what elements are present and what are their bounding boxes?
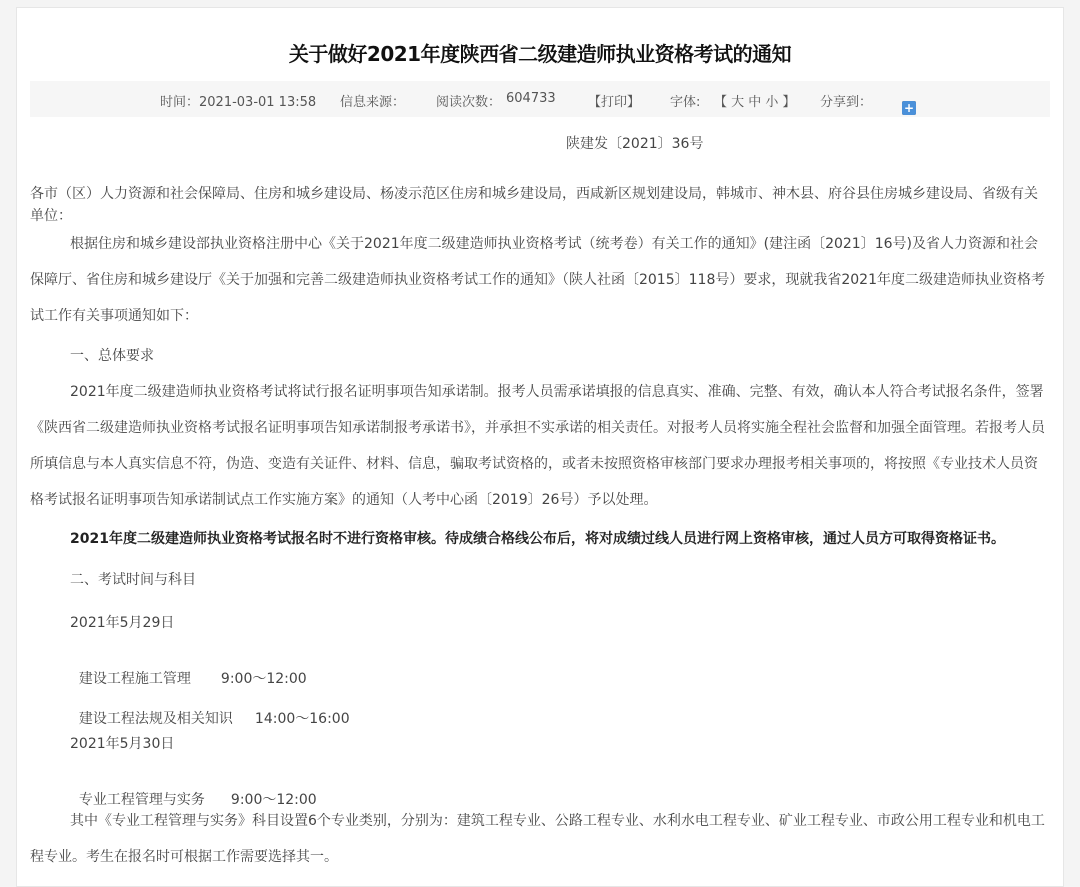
section-1-heading: 一、总体要求 xyxy=(70,348,154,364)
info-source: 信息来源： xyxy=(340,95,406,110)
views-count: 604733 xyxy=(506,91,556,106)
subject-name: 专业工程管理与实务 xyxy=(78,792,205,808)
subject-time: 9:00～12:00 xyxy=(230,792,317,808)
font-size-label: 字体: xyxy=(670,95,701,110)
publish-time: 时间：2021-03-01 13:58 xyxy=(160,95,317,110)
subject-time: 9:00～12:00 xyxy=(220,671,307,687)
exam-date-1: 2021年5月29日 xyxy=(70,615,175,631)
subject-time: 14:00～16:00 xyxy=(254,711,350,727)
views-label: 阅读次数： xyxy=(436,95,502,110)
subject-name: 建设工程法规及相关知识 xyxy=(78,711,233,727)
addressee: 各市（区）人力资源和社会保障局、住房和城乡建设局、杨凌示范区住房和城乡建设局，西咸新区规划建设局，韩城市、神木县、府谷县住房城乡建设局、省级有关单位： xyxy=(30,186,1038,224)
document-number: 陕建发〔2021〕36号 xyxy=(566,136,704,152)
more-share-icon[interactable]: + xyxy=(903,101,915,115)
article-meta-bar xyxy=(30,81,1050,117)
exam-subject-1 xyxy=(70,652,307,688)
section-1-bold-notice: 2021年度二级建造师执业资格考试报名时不进行资格审核。待成绩合格线公布后，将对成绩过线人员进行网上资格审核，通过人员方可取得资格证书。 xyxy=(70,531,1005,547)
subject-name: 建设工程施工管理 xyxy=(78,671,191,687)
exam-date-2: 2021年5月30日 xyxy=(70,736,175,752)
exam-subject-2 xyxy=(70,692,350,728)
section-1-body: 2021年度二级建造师执业资格考试将试行报名证明事项告知承诺制。报考人员需承诺填报的信息真实、准确、完整、有效，确认本人符合考试报名条件，签署《陕西省二级建造师执业资格考试报名证明事项告知承诺制报考承诺书》，并承担不实承诺的相关责任。对报考人员将实施全程社会监督和加强全面管理。若报考人员所填信息与本人真实信息不符，伪造、变造有关证件、材料、信息，骗取考试资格的，或者未按照资格审核部门要求办理报考相关事项的，将按照《专业技术人员资格考试报名证明事项告知承诺制试点工作实施方案》的通知（人考中心函〔2019〕26号）予以处理。 xyxy=(30,384,1045,508)
page-title: 关于做好2021年度陕西省二级建造师执业资格考试的通知 xyxy=(288,42,792,66)
print-button[interactable]: 【打印】 xyxy=(588,95,641,110)
intro-paragraph: 根据住房和城乡建设部执业资格注册中心《关于2021年度二级建造师执业资格考试（统考卷）有关工作的通知》(建注函〔2021〕16号)及省人力资源和社会保障厅、省住房和城乡建设厅《关于加强和完善二级建造师执业资格考试工作的通知》（陕人社函〔2015〕118号）要求，现就我省2021年度二级建造师执业资格考试工作有关事项通知如下： xyxy=(30,236,1045,324)
section-2-body: 其中《专业工程管理与实务》科目设置6个专业类别，分别为：建筑工程专业、公路工程专业、水利水电工程专业、矿业工程专业、市政公用工程专业和机电工程专业。考生在报名时可根据工作需要选择其一。 xyxy=(30,813,1045,865)
share-label: 分享到： xyxy=(820,95,873,110)
section-2-heading: 二、考试时间与科目 xyxy=(70,572,196,588)
font-size-options[interactable]: 【 大 中 小 】 xyxy=(714,95,796,110)
